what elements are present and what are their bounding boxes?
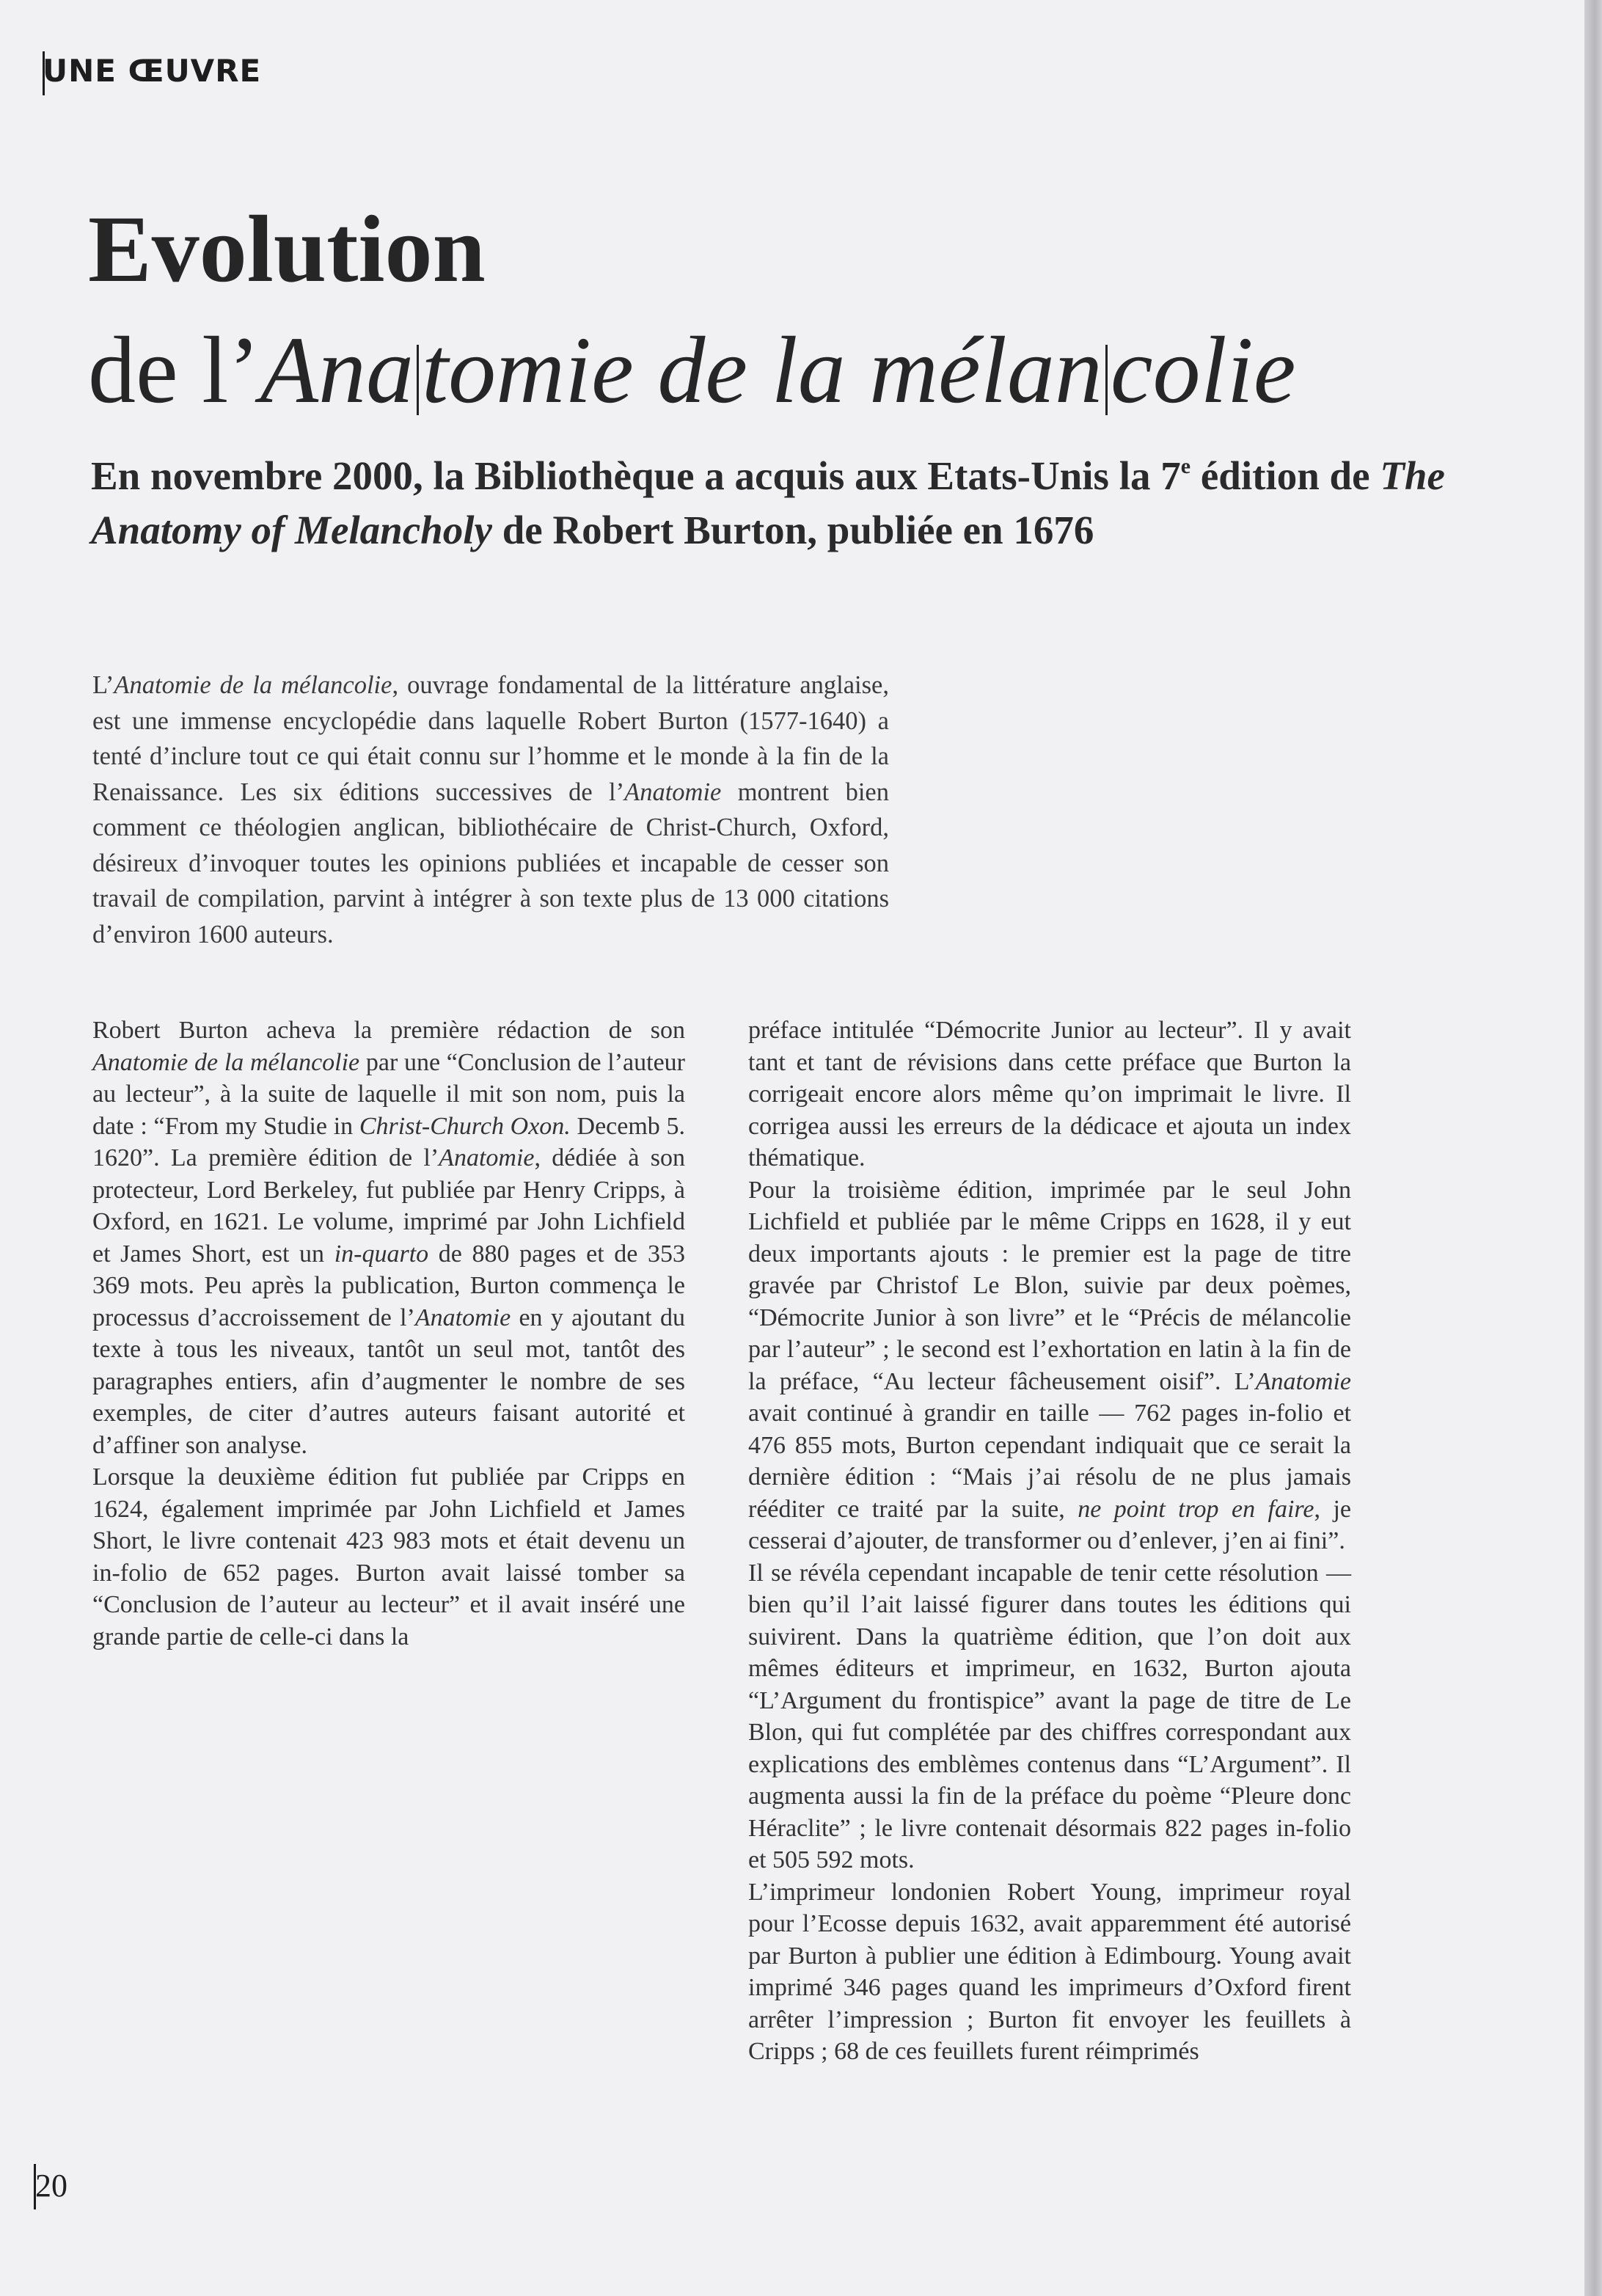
title-line-1: Evolution	[88, 197, 486, 302]
subtitle	[91, 449, 1499, 557]
body-text: Robert Burton acheva la première rédaction de son	[92, 1017, 685, 1044]
body-text: par une “Conclusion de l’auteur au lecteur”, à la suite de laquelle il mit son nom, puis la date : “From my Studie in	[92, 1048, 685, 1140]
left-paragraph-1	[92, 1014, 685, 1461]
right-paragraph-3: Il se révéla cependant incapable de tenir cette résolution — bien qu’il l’ait laissé figurer dans toutes les éditions qui suivirent. Dans la quatrième édition, que l’on doit aux mêmes éditeurs et imprimeur, en 1632, Burton ajouta “L’Argument du frontispice” avant la page de titre de Le Blon, qui fut complétée par des chiffres correspondant aux explications des emblèmes contenus dans “L’Argument”. Il augmenta aussi la fin de la préface du poème “Pleure donc Héraclite” ; le livre contenait désormais 822 pages in-folio et 505 592 mots.	[748, 1559, 1351, 1873]
subtitle-text-2: édition de	[1190, 453, 1380, 498]
intro-italic: Anatomie	[624, 778, 722, 806]
body-text: , dédiée à son protecteur, Lord Berkeley, fut publiée par Henry Cripps, à Oxford, en 1621. Le volume, imprimé par John Lichfield et James Short, est un	[92, 1144, 685, 1268]
page-number: 20	[35, 2168, 67, 2204]
text-cursor-mark	[417, 345, 419, 415]
intro-paragraph	[92, 668, 889, 952]
page-edge	[1584, 0, 1602, 2296]
left-paragraph-2: Lorsque la deuxième édition fut publiée par Cripps en 1624, également imprimée par John Lichfield et James Short, le livre contenait 423 983 mots et était devenu un in-folio de 652 pages. Burton avait laissé tomber sa “Conclusion de l’auteur au lecteur” et il avait inséré une grande partie de celle-ci dans la	[92, 1463, 685, 1650]
right-paragraph-1: préface intitulée “Démocrite Junior au lecteur”. Il y avait tant et tant de révisions dans cette préface que Burton la corrigeait encore alors même qu’on imprimait le livre. Il corrigea aussi les erreurs de la dédicace et ajouta un index thématique.	[748, 1017, 1351, 1171]
body-italic: ne point trop en faire	[1078, 1495, 1314, 1523]
text-cursor-mark	[1105, 345, 1108, 415]
body-italic: in-quarto	[334, 1240, 429, 1268]
body-text: Decemb 5. 1620”. La première édition de l’	[92, 1112, 685, 1171]
section-label: UNE ŒUVRE	[43, 53, 262, 89]
body-text: avait continué à grandir en taille — 762 pages in-folio et 476 855 mots, Burton cependant indiquait que ce serait la dernière édition : “Mais j’ai résolu de ne plus jamais rééditer ce traité par la suite,	[748, 1400, 1351, 1523]
body-text: en y ajoutant du texte à tous les niveaux, tantôt un seul mot, tantôt des paragraphes entiers, afin d’augmenter le nombre de ses exemples, de citer d’autres auteurs faisant autorité et d’affiner son analyse.	[92, 1304, 685, 1459]
intro-text: L’	[92, 671, 114, 699]
body-italic: Christ-Church Oxon.	[359, 1112, 571, 1140]
title-line-2	[88, 315, 1296, 425]
intro-italic: Anatomie de la mélancolie	[114, 671, 392, 699]
subtitle-text-1: En novembre 2000, la Bibliothèque a acquis aux Etats-Unis la 7	[91, 453, 1181, 498]
body-italic: Anatomie	[414, 1304, 511, 1331]
title-roman: de l’	[88, 318, 260, 423]
subtitle-book-title: The Anatomy of Melancholy	[91, 453, 1445, 552]
body-text: de 880 pages et de 353 369 mots. Peu après la publication, Burton commença le processus d’accroissement de l’	[92, 1240, 685, 1331]
left-column	[92, 1014, 685, 1653]
body-text: Pour la troisième édition, imprimée par le seul John Lichfield et publiée par le même Cripps en 1628, il y eut deux importants ajouts : le premier est la page de titre gravée par Christof Le Blon, suivie par deux poèmes, “Démocrite Junior à son livre” et le “Précis de mélancolie par l’auteur” ; le second est l’exhortation en latin à la fin de la préface, “Au lecteur fâcheusement oisif”. L’	[748, 1176, 1351, 1395]
title-italic-a: Anа	[260, 318, 414, 423]
body-italic: Anatomie de la mélancolie	[92, 1048, 360, 1076]
body-italic: Anatomie	[439, 1144, 535, 1171]
subtitle-superscript: e	[1180, 454, 1191, 478]
title-italic-b: tomie de la mélan	[422, 318, 1102, 423]
intro-text: , ouvrage fondamental de la littérature anglaise, est une immense encyclopédie dans laquelle Robert Burton (1577-1640) a tenté d’inclure tout ce qui était connu sur l’homme et le monde à la fin de la Renaissance. Les six éditions successives de l’	[92, 671, 889, 806]
right-paragraph-2	[748, 1174, 1351, 1557]
title-italic-c: colie	[1110, 318, 1296, 423]
subtitle-text-3: de Robert Burton, publiée en 1676	[491, 508, 1094, 552]
body-text: , je cesserai d’ajouter, de transformer ou d’enlever, j’en ai fini”.	[748, 1495, 1351, 1554]
intro-text: montrent bien comment ce théologien anglican, bibliothécaire de Christ-Church, Oxford, désireux d’invoquer toutes les opinions publiées et incapable de cesser son travail de compilation, parvint à intégrer à son texte plus de 13 000 citations d’environ 1600 auteurs.	[92, 778, 889, 948]
right-column	[748, 1014, 1351, 2068]
body-italic: Anatomie	[1255, 1367, 1351, 1395]
right-paragraph-4: L’imprimeur londonien Robert Young, imprimeur royal pour l’Ecosse depuis 1632, avait apparemment été autorisé par Burton à publier une édition à Edimbourg. Young avait imprimé 346 pages quand les imprimeurs d’Oxford firent arrêter l’impression ; Burton fit envoyer les feuillets à Cripps ; 68 de ces feuillets furent réimprimés	[748, 1878, 1351, 2065]
